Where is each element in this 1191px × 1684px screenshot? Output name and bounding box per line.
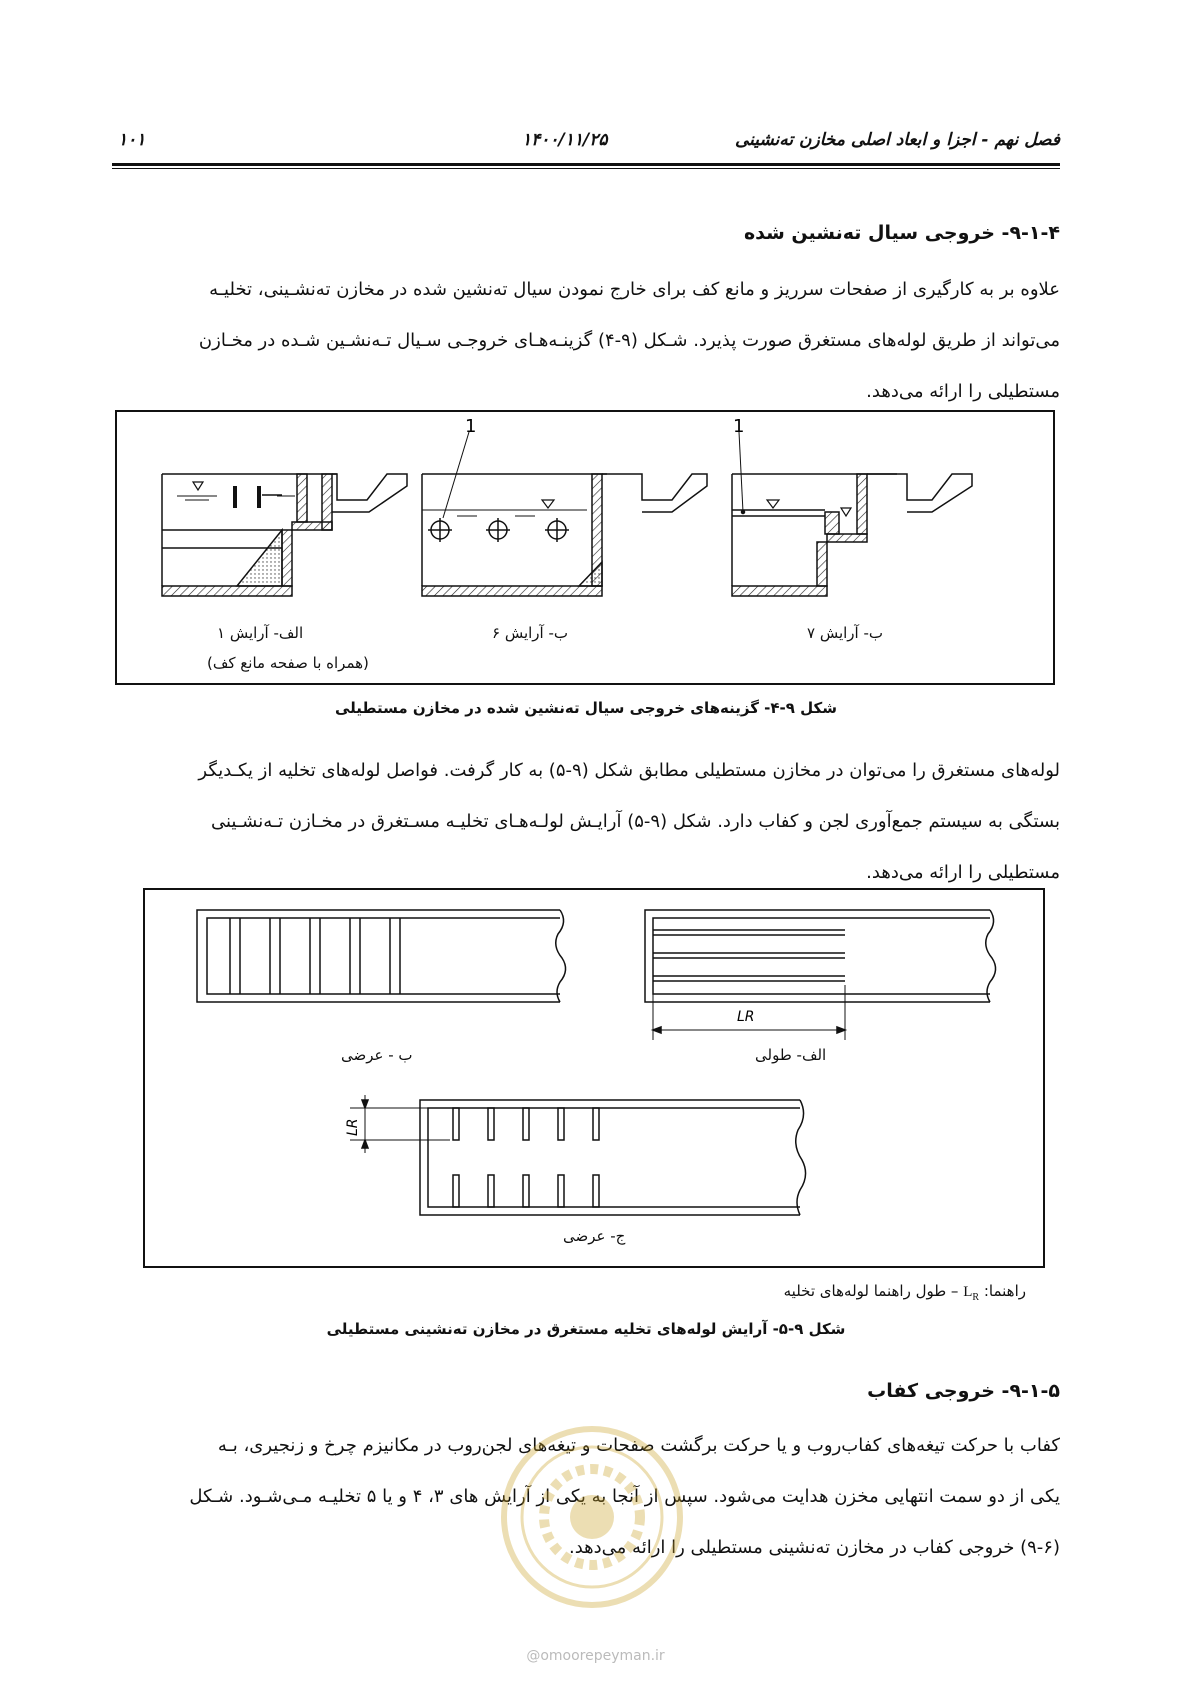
paragraph-line: مستطیلی را ارائه می‌دهد. — [866, 381, 1060, 402]
figure-9-4-drawing — [117, 412, 1057, 687]
figure-9-5-legend — [784, 1282, 1026, 1303]
paragraph-line: لوله‌های مستغرق را می‌توان در مخازن مستطیلی مطابق شکل (۹-۵) به کار گرفت. فواصل لوله‌های تخلیه از یکـدیگر — [198, 760, 1060, 781]
plan-transverse-top — [197, 910, 566, 1002]
paragraph-line: علاوه بر به کارگیری از صفحات سرریز و مانع کف برای خارج نمودن سیال ته‌نشین شده در مخازن ته‌نشـینی، تخلیـه — [209, 279, 1060, 300]
paragraph-effluent — [112, 264, 1060, 417]
paragraph-line: می‌تواند از طریق لوله‌های مستغرق صورت پذیرد. شـکل (۹-۴) گزینـه‌هـای خروجـی سـیال تـه‌نشـین شـده در مخـازن — [198, 330, 1060, 351]
header-rule-thick — [112, 163, 1060, 166]
dimension-lr-transverse: LR — [345, 1118, 361, 1136]
paragraph-line: یکی از دو سمت انتهایی مخزن هدایت می‌شود. سپس از آنجا به یکی از آرایش های ۳، ۴ و یا ۵ تخلیـه مـی‌شـود. شـکل — [189, 1486, 1060, 1507]
figure-9-5-drawing — [145, 890, 1047, 1270]
section-heading-scum: ۹-۱-۵- خروجی کفاب — [867, 1380, 1060, 1402]
panel-label-arrangement-1: الف- آرایش ۱ — [217, 624, 304, 642]
figure-9-4 — [115, 410, 1055, 685]
submerged-pipes-arrangement-6 — [428, 432, 569, 542]
tank-section-arrangement-1 — [162, 474, 407, 596]
figure-9-5 — [143, 888, 1045, 1268]
legend-symbol: $L_R$ — [963, 1284, 980, 1303]
figure-9-4-caption: شکل ۹-۴- گزینه‌های خروجی سیال ته‌نشین شده در مخازن مستطیلی — [334, 699, 838, 717]
section-heading-effluent: ۹-۱-۴- خروجی سیال ته‌نشین شده — [743, 222, 1060, 244]
callout-1-middle: 1 — [465, 416, 477, 437]
panel-label-arrangement-7: ب- آرایش ۷ — [807, 624, 884, 642]
callout-1-right: 1 — [733, 416, 745, 437]
figure-9-5-caption: شکل ۹-۵- آرایش لوله‌های تخلیه مستغرق در مخازن ته‌نشینی مستطیلی — [326, 1320, 846, 1338]
panel-note-arrangement-1: (همراه با صفحه مانع کف) — [207, 654, 369, 672]
header-rule-thin — [112, 168, 1060, 169]
tank-section-arrangement-7 — [732, 432, 972, 596]
legend-prefix: راهنما: — [983, 1282, 1026, 1300]
plan-transverse-bottom — [350, 1095, 806, 1215]
paragraph-submerged-pipes — [112, 745, 1060, 898]
plan-longitudinal — [645, 910, 996, 1040]
header-date: ۱۴۰۰/۱۱/۲۵ — [522, 130, 608, 150]
paragraph-line: بستگی به سیستم جمع‌آوری لجن و کفاب دارد. شکل (۹-۵) آرایـش لولـه‌هـای تخلیـه مسـتغرق در مخـازن تـه‌نشـینی — [211, 811, 1060, 832]
panel-label-transverse-b: ب - عرضی — [341, 1046, 413, 1064]
watermark-seal — [500, 1425, 685, 1610]
panel-label-longitudinal-a: الف- طولی — [755, 1046, 827, 1064]
paragraph-line: (۹-۶) خروجی کفاب در مخازن ته‌نشینی مستطیلی را ارائه می‌دهد. — [569, 1537, 1060, 1558]
chapter-title: فصل نهم - اجزا و ابعاد اصلی مخازن ته‌نشینی — [734, 130, 1060, 150]
paragraph-line: مستطیلی را ارائه می‌دهد. — [866, 862, 1060, 883]
panel-label-arrangement-6: ب- آرایش ۶ — [492, 624, 569, 642]
paragraph-line: کفاب با حرکت تیغه‌های کفاب‌روب و یا حرکت برگشت صفحات و تیغه‌های لجن‌روب در مکانیزم چرخ و زنجیری، بـه — [217, 1435, 1060, 1456]
page-number: ۱۰۱ — [118, 130, 146, 150]
dimension-lr-longitudinal: LR — [737, 1009, 755, 1025]
watermark-site: @omoorepeyman.ir — [526, 1648, 665, 1664]
legend-text: – طول راهنما لوله‌های تخلیه — [783, 1282, 959, 1300]
panel-label-transverse-c: ج- عرضی — [563, 1227, 626, 1245]
